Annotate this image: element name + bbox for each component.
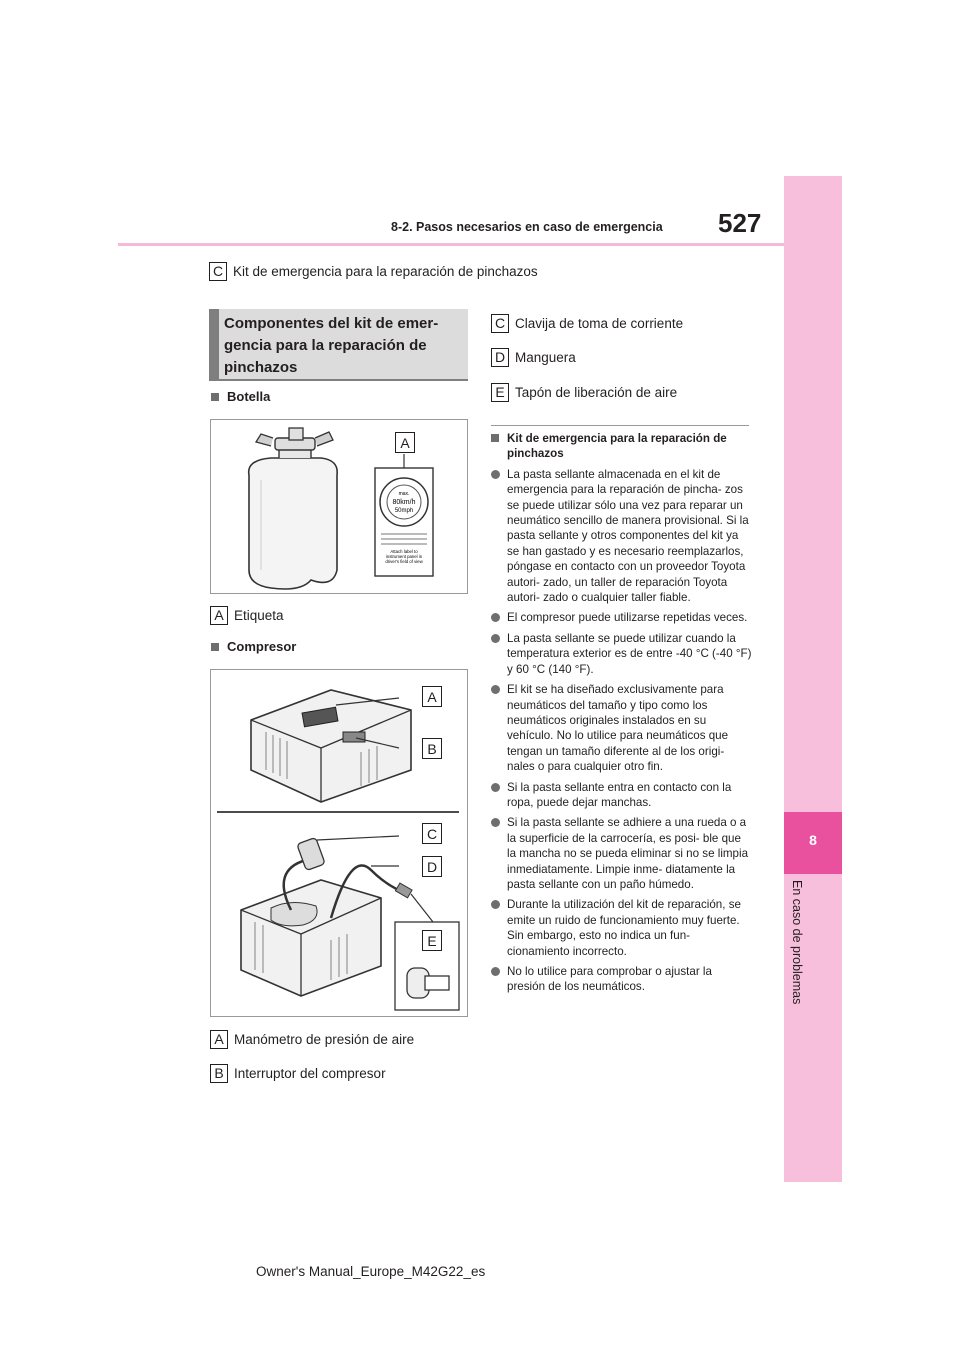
item-text: Manómetro de presión de aire — [234, 1032, 415, 1047]
sticker-line-2: instrument panel in — [385, 554, 423, 559]
note-text: La pasta sellante almacenada en el kit de emergencia para la reparación de pincha- zos se puede utilizar sólo una vez para reparar un neumático sencillo de manera provisional. Si la pasta sellante y otros componentes del kit ya se han gastado y es necesario reemplazarlos, póngase en contacto con un proveedor Toyota autori- zado, un taller de reparación Toyota autori- zado o cualquier taller fiable. — [507, 467, 749, 605]
note-text: Si la pasta sellante entra en contacto con la ropa, puede dejar manchas. — [507, 780, 732, 809]
sticker-line-1: Attach label to — [390, 549, 418, 554]
note-item — [491, 815, 753, 892]
note-item — [491, 610, 753, 625]
notes-heading-text: Kit de emergencia para la reparación de pinchazos — [507, 432, 727, 461]
note-item — [491, 780, 753, 811]
note-text: La pasta sellante se puede utilizar cuando la temperatura exterior es de entre -40 °C (-40 °F) y 60 °C (140 °F). — [507, 631, 752, 676]
figure-label-d: D — [422, 856, 442, 877]
tag-letter: E — [491, 383, 509, 402]
figure-label-e: E — [422, 930, 442, 951]
tag-letter: C — [209, 262, 227, 281]
note-text: El compresor puede utilizarse repetidas veces. — [507, 611, 748, 625]
components-heading: Componentes del kit de emer- gencia para la reparación de pinchazos — [224, 315, 439, 376]
square-bullet-icon — [211, 393, 219, 401]
bullet-icon — [491, 613, 500, 622]
square-bullet-icon — [211, 643, 219, 651]
tag-letter: A — [210, 1030, 228, 1049]
bottle-heading — [211, 389, 270, 404]
notes-section — [491, 431, 753, 1000]
bullet-icon — [491, 634, 500, 643]
item-text: Clavija de toma de corriente — [515, 316, 684, 331]
right-item-d — [491, 348, 576, 367]
note-text: No lo utilice para comprobar o ajustar la presión de los neumáticos. — [507, 965, 712, 994]
sticker-line-3: driver's field of view — [385, 559, 423, 564]
note-item — [491, 964, 753, 995]
item-text: Interruptor del compresor — [234, 1066, 386, 1081]
square-bullet-icon — [491, 434, 499, 442]
right-item-e — [491, 383, 677, 402]
note-text: El kit se ha diseñado exclusivamente para neumáticos del tamaño y tipo como los neumáticos originales instalados en su vehículo. No lo utilice para neumáticos que tengan un tamaño diferente al de los origi- nales o para cualquier otro fin. — [507, 683, 729, 774]
bottle-illustration — [211, 420, 467, 593]
tag-letter: D — [491, 348, 509, 367]
compressor-heading-text: Compresor — [227, 639, 297, 654]
compressor-heading — [211, 639, 296, 654]
note-text: Si la pasta sellante se adhiere a una rueda o a la superficie de la carrocería, es posi- ble que la mancha no se pueda eliminar si no se limpia inmediatamente. Limpie inme- diatamente la pasta sellante con un paño húmedo. — [507, 816, 749, 891]
bottle-item-a — [210, 606, 284, 625]
bullet-icon — [491, 783, 500, 792]
note-item — [491, 682, 753, 774]
tag-letter: B — [210, 1064, 228, 1083]
tag-letter: A — [210, 606, 228, 625]
item-text: Manguera — [515, 350, 576, 365]
footer-doc-id: Owner's Manual_Europe_M42G22_es — [256, 1264, 486, 1279]
intro-line — [209, 262, 538, 281]
bottle-heading-text: Botella — [227, 389, 271, 404]
header-rule — [118, 243, 784, 246]
compressor-figure — [210, 669, 468, 1017]
notes-divider — [491, 425, 749, 426]
sticker-max: max. — [398, 491, 410, 497]
sticker-kmh: 80km/h — [392, 499, 416, 506]
tag-letter: C — [491, 314, 509, 333]
compressor-item-a — [210, 1030, 414, 1049]
figure-label-a: A — [395, 432, 415, 453]
note-text: Durante la utilización del kit de reparación, se emite un ruido de funcionamiento muy fuerte. Sin embargo, esto no indica un fun- cionamiento incorrecto. — [507, 898, 741, 958]
figure-label-b: B — [422, 738, 442, 759]
figure-label-c: C — [422, 823, 442, 844]
page-number: 527 — [718, 208, 762, 238]
section-title: 8-2. Pasos necesarios en caso de emergencia — [391, 220, 663, 234]
compressor-item-b — [210, 1064, 386, 1083]
sticker-mph: 50mph — [394, 508, 414, 514]
right-item-c — [491, 314, 683, 333]
bottle-figure — [210, 419, 468, 594]
chapter-side-tab — [784, 176, 842, 1182]
intro-text: Kit de emergencia para la reparación de pinchazos — [233, 264, 538, 279]
chapter-title: En caso de problemas — [790, 880, 804, 1005]
chapter-number: 8 — [809, 832, 817, 848]
figure-label-a: A — [422, 686, 442, 707]
bullet-icon — [491, 967, 500, 976]
note-item — [491, 467, 753, 606]
item-text: Tapón de liberación de aire — [515, 385, 678, 400]
bullet-icon — [491, 470, 500, 479]
note-item — [491, 897, 753, 959]
bullet-icon — [491, 685, 500, 694]
notes-heading — [491, 431, 753, 462]
note-item — [491, 631, 753, 677]
bullet-icon — [491, 900, 500, 909]
item-text: Etiqueta — [234, 608, 284, 623]
bullet-icon — [491, 818, 500, 827]
